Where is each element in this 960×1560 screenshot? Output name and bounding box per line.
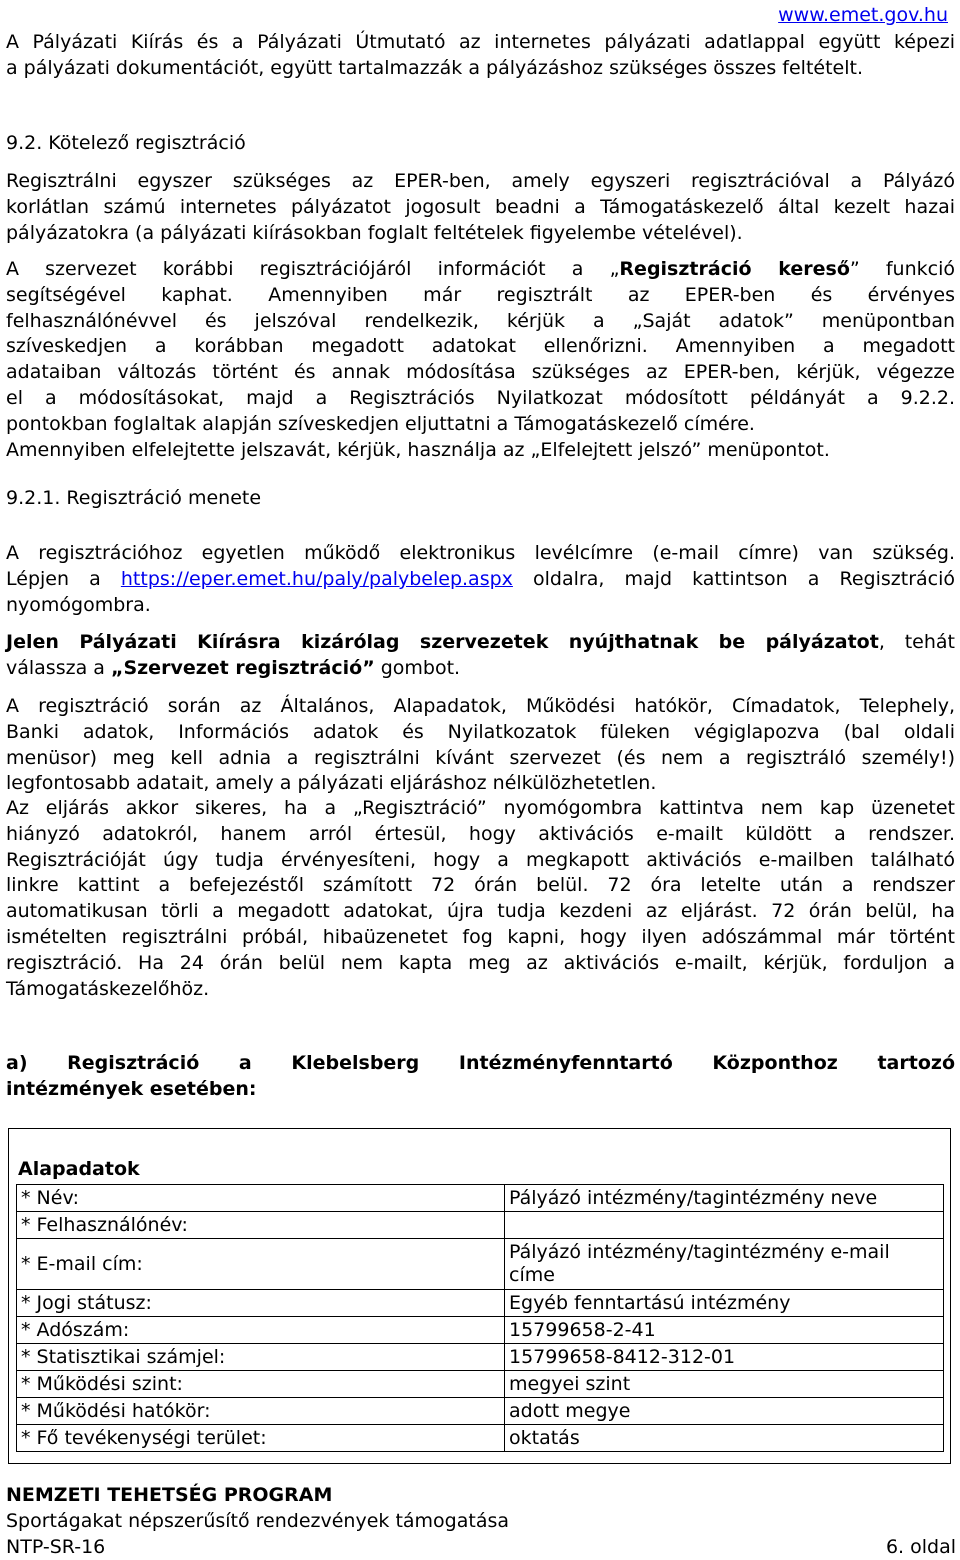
text-line: linkre kattint a befejezéstől számított 72 órán belül. 72 óra letelte után a rendszer xyxy=(6,874,955,897)
text-line: Az eljárás akkor sikeres, ha a „Regisztráció” nyomógombra kattintva nem kap üzenetet xyxy=(6,797,955,819)
text-line xyxy=(6,257,955,283)
text-line: szíveskedjen a korábban megadott adatokat ellenőrizni. Amennyiben a megadott xyxy=(6,335,955,358)
text-line: korlátlan számú internetes pályázatot jogosult beadni a Támogatáskezelő által kezelt hazai xyxy=(6,195,955,218)
text-line: Regisztrációját úgy tudja érvényesíteni, hogy a megkapott aktivációs e-mailben található xyxy=(6,848,955,871)
text-run: , tehát xyxy=(878,631,956,653)
text-run: A szervezet korábbi regisztrációjáról információt a „ xyxy=(6,258,620,280)
table-row xyxy=(17,1344,944,1371)
text-run: oldalra, majd kattintson a Regisztráció xyxy=(512,567,956,590)
registration-search-term: Regisztráció kereső xyxy=(619,258,850,280)
intro-line-2: a pályázati dokumentációt, együtt tartalmazzák a pályázáshoz szükséges összes feltételt. xyxy=(6,56,863,79)
emet-website-link[interactable]: www.emet.gov.hu xyxy=(778,4,948,26)
text-line: ismételten regisztrálni próbál, hibaüzenetet fog kapni, hogy ilyen adószámmal már történt xyxy=(6,925,955,948)
text-run: Lépjen a xyxy=(6,567,121,590)
row-value: Pályázó intézmény/tagintézmény neve xyxy=(505,1185,944,1212)
text-line: Banki adatok, Információs adatok és Nyilatkozatok füleken végiglapozva (bal oldali xyxy=(6,720,955,743)
table-row xyxy=(17,1317,944,1344)
subsection-heading-line-1: a) Regisztráció a Klebelsberg Intézményfenntartó Központhoz tartozó xyxy=(6,1052,955,1074)
section-heading-9-2 xyxy=(6,131,955,157)
footer-subtitle: Sportágakat népszerűsítő rendezvények támogatása xyxy=(6,1510,510,1532)
text-line: el a módosításokat, majd a Regisztrációs Nyilatkozat módosított példányát a 9.2.2. xyxy=(6,386,955,409)
text-run: válassza a xyxy=(6,656,111,679)
text-line: automatikusan törli a megadott adatokat, újra tudja kezdeni az eljárást. 72 órán belül, ha xyxy=(6,900,955,923)
text-line: segítségével kaphat. Amennyiben már regisztrált az EPER-ben és érvényes xyxy=(6,283,955,306)
text-line: adataiban változás történt és annak módosítása szükséges az EPER-ben, kérjük, végezze xyxy=(6,361,955,384)
row-value: Pályázó intézmény/tagintézmény e-mail címe xyxy=(505,1239,944,1290)
text-line: Amennyiben elfelejtette jelszavát, kérjük, használja az „Elfelejtett jelszó” menüpontot. xyxy=(6,438,830,461)
row-label: * Statisztikai számjel: xyxy=(17,1344,505,1371)
subsection-heading-line-2: intézmények esetében: xyxy=(6,1077,257,1100)
row-label: * Működési szint: xyxy=(17,1371,505,1398)
row-label: * Név: xyxy=(17,1185,505,1212)
text-line xyxy=(6,630,955,656)
text-line: pályázatokra (a pályázati kiírásokban foglalt feltételek figyelembe vételével). xyxy=(6,221,743,244)
section-heading-text: 9.2. Kötelező regisztráció xyxy=(6,132,246,154)
text-line: regisztráció. Ha 24 órán belül nem kapta meg az aktivációs e-mailt, kérjük, forduljon a xyxy=(6,951,955,974)
row-value: adott megye xyxy=(505,1398,944,1425)
text-line xyxy=(6,656,955,682)
organizations-only-notice: Jelen Pályázati Kiírásra kizárólag szervezetek nyújthatnak be pályázatot xyxy=(6,631,879,653)
paragraph-activation xyxy=(6,796,955,1002)
footer-program: NEMZETI TEHETSÉG PROGRAM xyxy=(6,1484,333,1506)
row-value: Egyéb fenntartású intézmény xyxy=(505,1290,944,1317)
paragraph-registration-tabs xyxy=(6,694,955,797)
table-row xyxy=(17,1212,944,1239)
row-label: * Felhasználónév: xyxy=(17,1212,505,1239)
basic-data-title: Alapadatok xyxy=(18,1158,140,1180)
row-value: megyei szint xyxy=(505,1371,944,1398)
basic-data-box xyxy=(8,1128,951,1464)
eper-login-link[interactable]: https://eper.emet.hu/paly/palybelep.aspx xyxy=(120,567,513,590)
text-line: hiányzó adatokról, hanem arról értesül, hogy aktivációs e-mailt küldött a rendszer. xyxy=(6,822,955,845)
row-label: * Jogi státusz: xyxy=(17,1290,505,1317)
intro-paragraph xyxy=(6,30,955,82)
row-value: oktatás xyxy=(505,1425,944,1452)
table-row xyxy=(17,1290,944,1317)
text-line: menüsor) meg kell adnia a regisztrálni kívánt szervezet (és nem a regisztráló személy!) xyxy=(6,746,955,769)
page-footer xyxy=(6,1482,956,1560)
footer-code: NTP-SR-16 xyxy=(6,1536,106,1558)
row-label: * Adószám: xyxy=(17,1317,505,1344)
paragraph-registration-steps xyxy=(6,541,955,618)
row-label: * E-mail cím: xyxy=(17,1239,505,1290)
text-run: gombot. xyxy=(374,656,461,679)
text-line: A regisztrációhoz egyetlen működő elektronikus levélcímre (e-mail címre) van szükség. xyxy=(6,542,955,564)
text-line: Regisztrálni egyszer szükséges az EPER-ben, amely egyszeri regisztrációval a Pályázó xyxy=(6,170,955,192)
text-line: legfontosabb adatait, amely a pályázati eljáráshoz nélkülözhetetlen. xyxy=(6,772,657,795)
footer-bottom-line xyxy=(6,1534,956,1560)
section-heading-text: 9.2.1. Regisztráció menete xyxy=(6,487,262,509)
table-row xyxy=(17,1239,944,1290)
text-line: pontokban foglaltak alapján szíveskedjen eljuttatni a Támogatáskezelő címére. xyxy=(6,412,755,435)
row-value: 15799658-8412-312-01 xyxy=(505,1344,944,1371)
paragraph-organizations-only xyxy=(6,630,955,682)
paragraph-registration-once xyxy=(6,169,955,246)
table-row xyxy=(17,1425,944,1452)
organization-registration-term: „Szervezet regisztráció” xyxy=(110,656,375,679)
section-heading-9-2-1 xyxy=(6,486,955,512)
subsection-heading-klik xyxy=(6,1051,955,1103)
paragraph-previous-registration xyxy=(6,257,955,463)
text-run: ” funkció xyxy=(849,258,955,280)
text-line: A regisztráció során az Általános, Alapadatok, Működési hatókör, Címadatok, Telephely, xyxy=(6,695,955,717)
text-line: Támogatáskezelőhöz. xyxy=(6,977,210,1000)
table-row xyxy=(17,1185,944,1212)
text-line xyxy=(6,567,955,593)
table-row xyxy=(17,1398,944,1425)
basic-data-table xyxy=(16,1184,944,1452)
text-line: nyomógombra. xyxy=(6,593,151,616)
text-line: felhasználónévvel és jelszóval rendelkezik, kérjük a „Saját adatok” menüpontban xyxy=(6,309,955,332)
row-value: 15799658-2-41 xyxy=(505,1317,944,1344)
row-label: * Működési hatókör: xyxy=(17,1398,505,1425)
footer-page-number: 6. oldal xyxy=(885,1536,956,1558)
row-value xyxy=(505,1212,944,1239)
intro-line-1: A Pályázati Kiírás és a Pályázati Útmutató az internetes pályázati adatlappal együtt képezi xyxy=(6,31,955,53)
table-row xyxy=(17,1371,944,1398)
row-label: * Fő tevékenységi terület: xyxy=(17,1425,505,1452)
